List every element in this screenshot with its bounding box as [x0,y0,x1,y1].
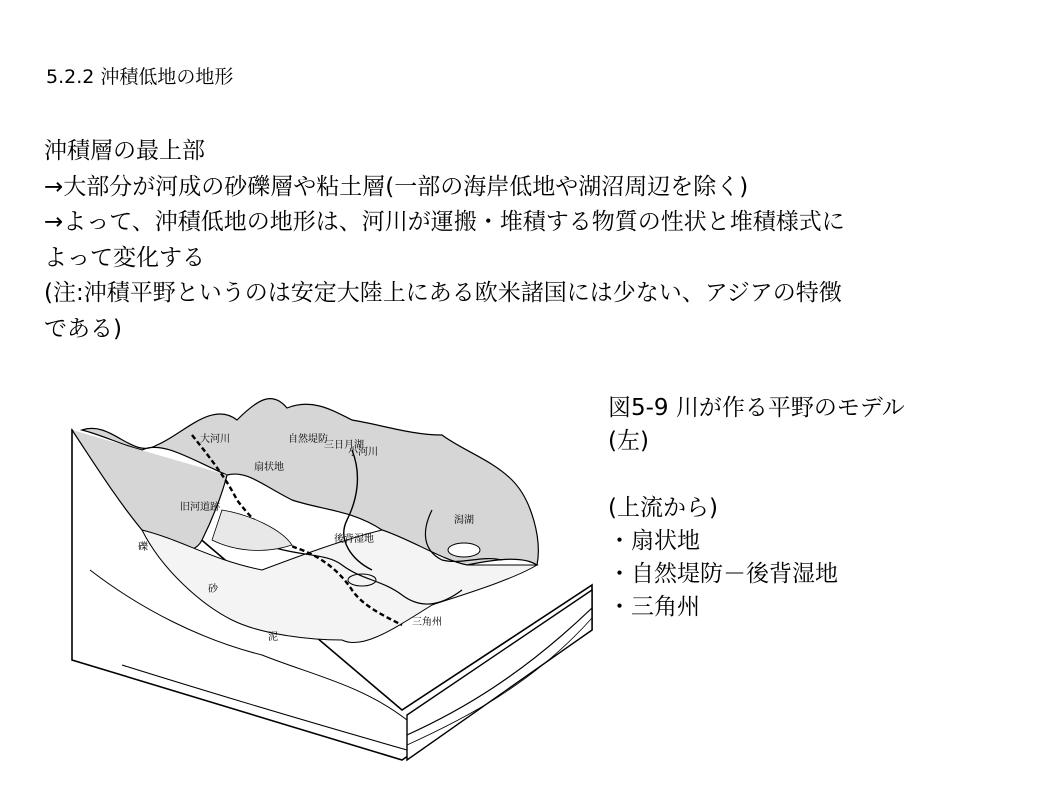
label-sand: 砂 [208,584,218,595]
label-oxbow-lake: 三日月湖 [324,440,364,451]
section-heading: 5.2.2 沖積低地の地形 [46,66,234,88]
body-line: →よって、沖積低地の地形は、河川が運搬・堆積する物質の性状と堆積様式に [44,209,845,235]
body-text [44,134,1034,347]
label-delta: 三角州 [412,617,442,628]
body-line: (注:沖積平野というのは安定大陸上にある欧米諸国には少ない、アジアの特徴 [44,280,842,306]
body-line: よって変化する [44,244,205,271]
body-line: 沖積層の最上部 [44,138,205,164]
label-big-river: 大河川 [200,434,230,445]
caption-item: ・三角州 [608,594,700,620]
caption-order-label: (上流から) [608,495,718,521]
label-small-river: 小河川 [348,447,378,458]
caption-item: ・自然堤防－後背湿地 [608,561,838,587]
label-old-channel: 旧河道跡 [180,502,220,513]
figure-caption [608,392,905,624]
floodplain-block-diagram [62,390,602,790]
label-lagoon: 潟湖 [454,515,474,526]
label-mud: 泥 [268,632,278,643]
label-natural-levee: 自然堤防 [288,434,328,445]
caption-title: 図5-9 川が作る平野のモデル [608,395,905,421]
label-fan: 扇状地 [254,462,284,473]
caption-item: ・扇状地 [608,528,700,554]
body-line: である) [44,315,122,342]
label-gravel: 礫 [138,542,148,553]
label-backswamp: 後背湿地 [334,534,374,545]
body-line: →大部分が河成の砂礫層や粘土層(一部の海岸低地や湖沼周辺を除く) [44,173,749,200]
floodplain-illustration [62,390,602,790]
caption-position: (左) [608,428,649,454]
